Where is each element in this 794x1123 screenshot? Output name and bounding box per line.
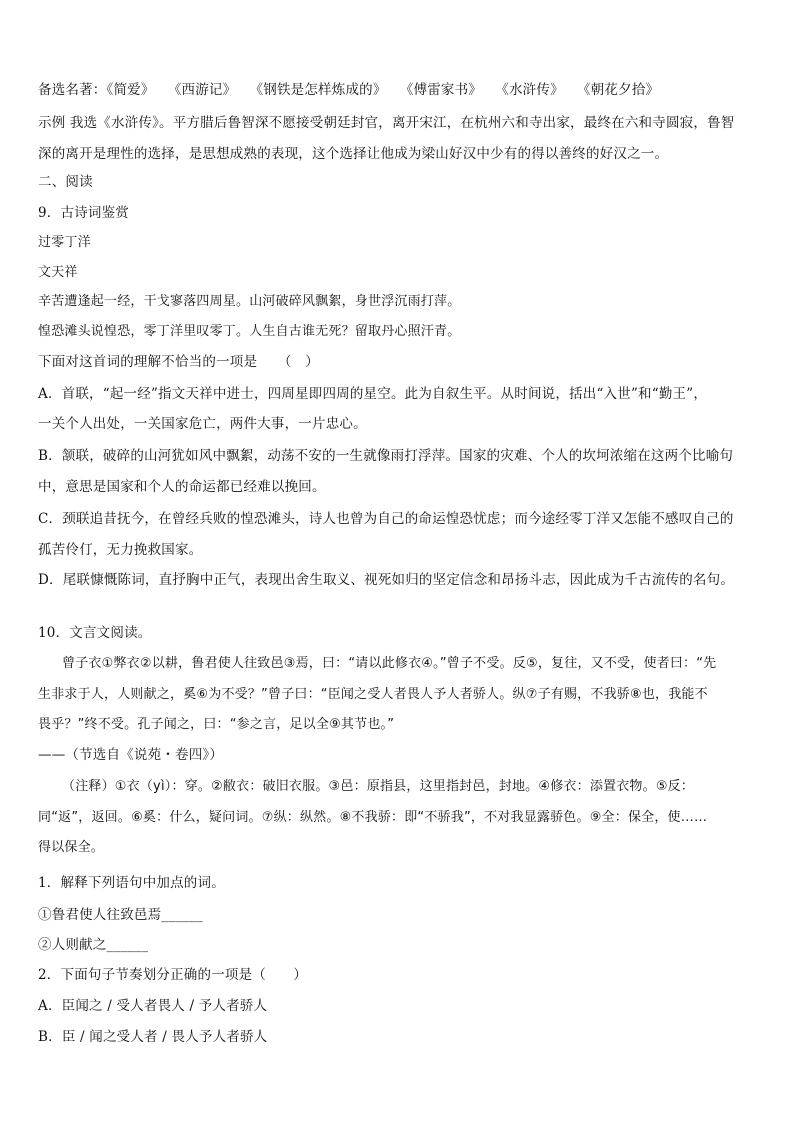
- option-a-cont: 一关个人出处，一关国家危亡，两件大事，一片忠心。: [38, 416, 367, 432]
- text-source: ——（节选自《说苑・卷四》）: [38, 747, 224, 763]
- option-b: B．颔联，破碎的山河犹如风中飘絮，动荡不安的一生就像雨打浮萍。国家的灾难、个人的坎坷浓缩在这两个比喻句: [38, 448, 734, 464]
- option-c: C．颈联追昔抚今，在曾经兵败的惶恐滩头，诗人也曾为自己的命运惶恐忧虑；而今途经零丁洋又怎能不感叹自己的: [38, 511, 734, 527]
- book-title: 《钢铁是怎样炼成的》: [256, 82, 387, 98]
- option-b-cont: 中，意思是国家和个人的命运都已经难以挽回。: [38, 479, 326, 495]
- classical-text: 曾子衣①弊衣②以耕，鲁君使人往致邑③焉，曰：“请以此修衣④。”曾子不受。反⑤，复往，又不受，使者曰：“先: [62, 656, 717, 671]
- book-title: 《西游记》: [174, 82, 237, 98]
- annotation: 同“返”，返回。⑥奚：什么，疑问词。⑦纵：纵然。⑧不我骄：即“不骄我”，不对我显露骄色。⑨全：保全，使……: [38, 810, 708, 825]
- choice-option: A．臣闻之 / 受人者畏人 / 予人者骄人: [38, 998, 268, 1014]
- choice-option: B．臣 / 闻之受人者 / 畏人予人者骄人: [38, 1029, 268, 1045]
- book-title: 《朝花夕拾》: [583, 82, 660, 98]
- book-list-label: 备选名著：: [38, 82, 107, 98]
- option-d: D．尾联慷慨陈词，直抒胸中正气，表现出舍生取义、视死如归的坚定信念和昂扬斗志，因此成为千古流传的名句。: [38, 572, 735, 588]
- book-title: 《简爱》: [106, 82, 155, 98]
- option-c-cont: 孤苦伶仃，无力挽救国家。: [38, 542, 203, 558]
- question-stem: 下面对这首词的理解不恰当的一项是 （ ）: [38, 354, 319, 370]
- annotation: 得以保全。: [38, 840, 105, 855]
- book-title: 《傅雷家书》: [406, 82, 483, 98]
- poem-author: 文天祥: [38, 265, 78, 280]
- classical-text: 畏乎？”终不受。孔子闻之，曰：“参之言，足以全⑨其节也。”: [38, 717, 395, 732]
- poem-line: 惶恐滩头说惶恐，零丁洋里叹零丁。人生自古谁无死？留取丹心照汗青。: [38, 324, 461, 339]
- section-heading: 二、阅读: [38, 174, 93, 190]
- question-title: 10．文言文阅读。: [38, 625, 152, 641]
- question-title: 9．古诗词鉴赏: [38, 205, 129, 221]
- poem-line: 辛苦遭逢起一经，干戈寥落四周星。山河破碎风飘絮，身世浮沉雨打萍。: [38, 294, 461, 309]
- fill-blank-item: ②人则献之______: [38, 937, 149, 953]
- example-line: 示例 我选《水浒传》。平方腊后鲁智深不愿接受朝廷封官，离开宋江，在杭州六和寺出家，最终在六和寺圆寂，鲁智: [38, 115, 735, 131]
- option-a: A．首联，“起一经”指文天祥中进士，四周星即四周的星空。此为自叙生平。从时间说，括出“入世”和“勤王”，: [38, 386, 708, 402]
- fill-blank-item: ①鲁君使人往致邑焉______: [38, 907, 203, 923]
- example-line: 深的离开是理性的选择，是思想成熟的表现，这个选择让他成为梁山好汉中少有的得以善终的好汉之一。: [38, 146, 669, 162]
- book-list: [38, 80, 679, 100]
- classical-text: 生非求于人，人则献之，奚⑥为不受？”曾子曰：“臣闻之受人者畏人予人者骄人。纵⑦子有赐，不我骄⑧也，我能不: [38, 687, 708, 702]
- poem-title: 过零丁洋: [38, 235, 91, 250]
- book-title: 《水浒传》: [502, 82, 564, 98]
- annotation: （注释）①衣（yì）：穿。②敝衣：破旧衣服。③邑：原指县，这里指封邑，封地。④修衣：添置衣物。⑤反：: [62, 779, 695, 794]
- sub-question: 1．解释下列语句中加点的词。: [38, 875, 225, 891]
- sub-question: 2．下面句子节奏划分正确的一项是（ ）: [38, 967, 308, 983]
